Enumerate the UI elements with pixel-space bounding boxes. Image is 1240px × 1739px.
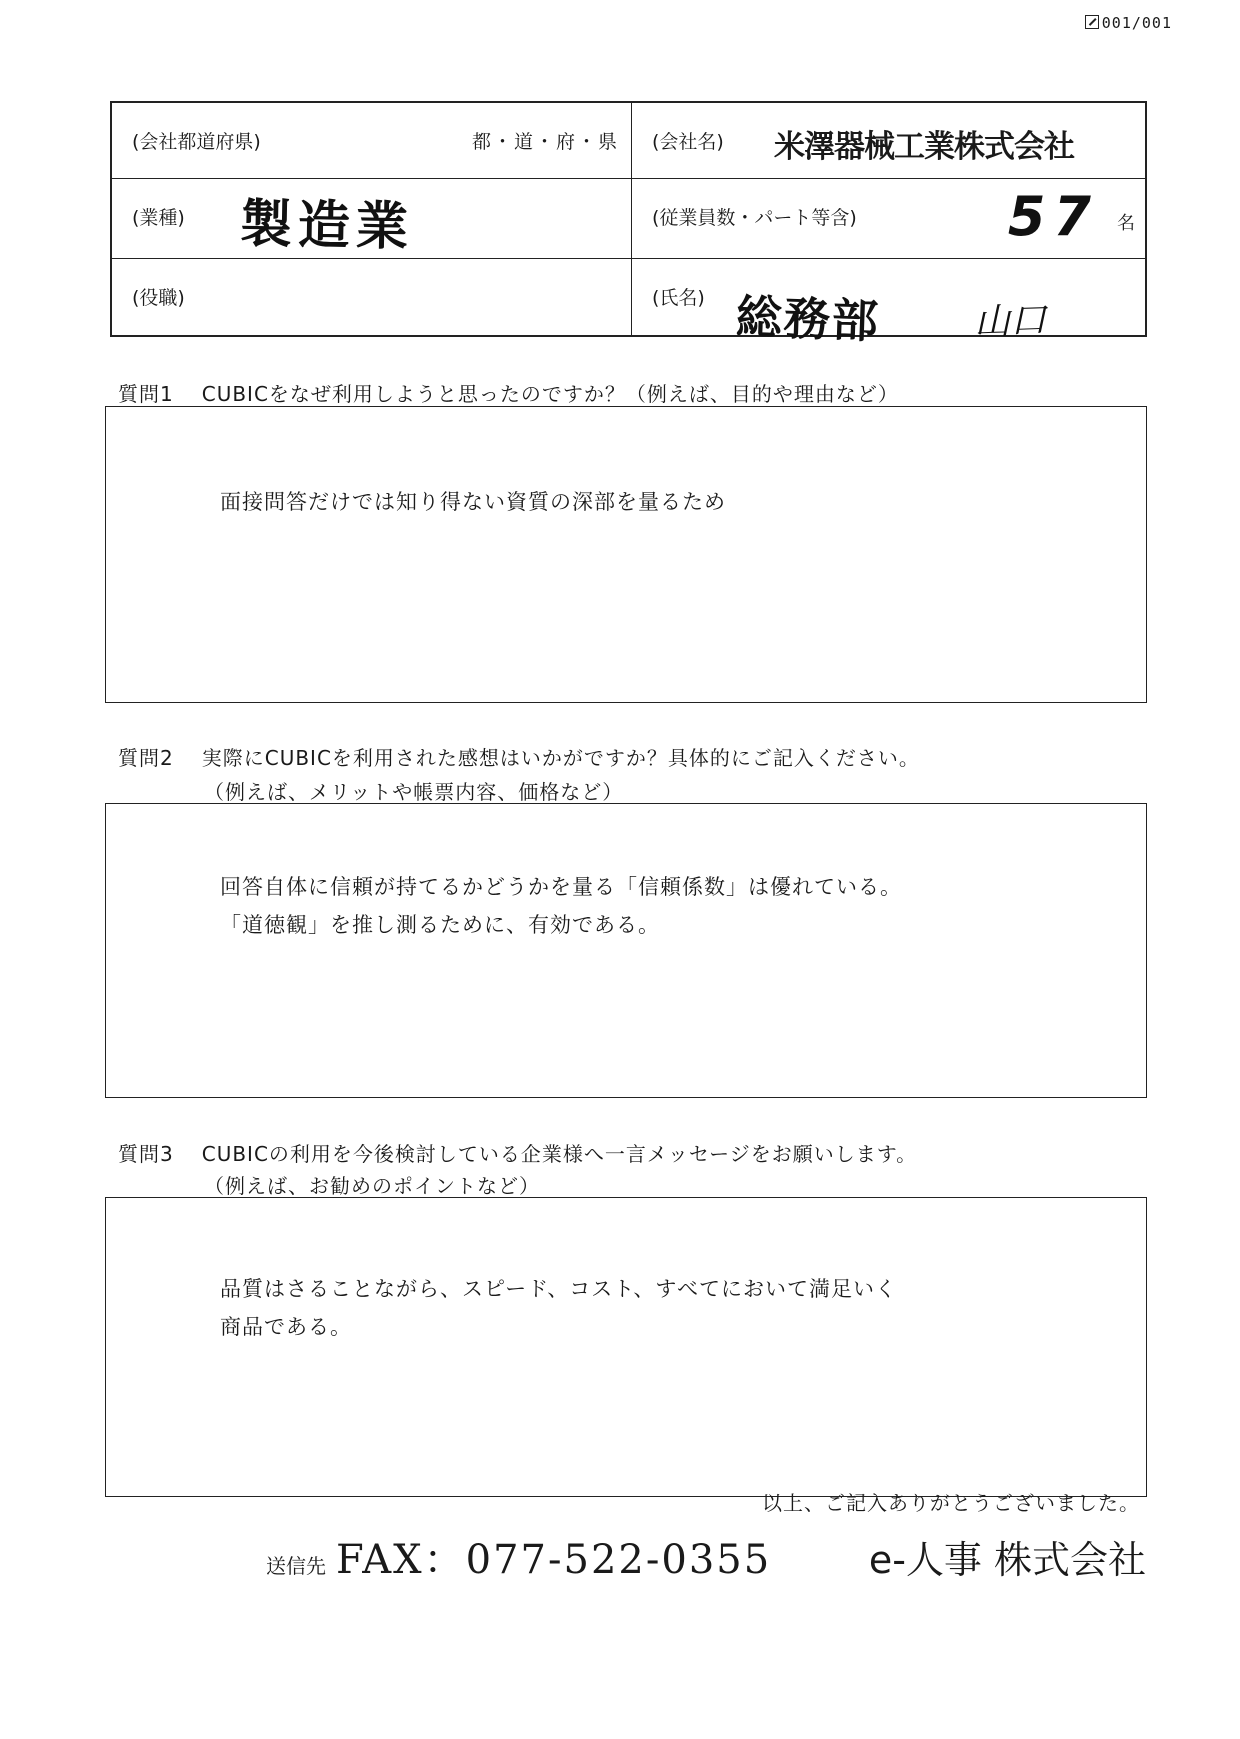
position-cell — [112, 259, 632, 335]
info-table — [110, 101, 1147, 349]
question-3-number: 質問3 — [118, 1142, 174, 1166]
answer-2-line-1: 回答自体に信頼が持てるかどうかを量る「信頼係数」は優れている。 — [220, 875, 902, 899]
answer-2-line-2: 「道徳観」を推し測るために、有効である。 — [220, 913, 660, 937]
answer-3-line-2: 商品である。 — [220, 1315, 352, 1339]
company-cell — [632, 103, 1145, 179]
prefecture-suffix: 都・道・府・県 — [471, 131, 619, 153]
page-number — [1085, 14, 1172, 32]
answer-box-3 — [105, 1197, 1147, 1497]
company-name: 米澤器械工業株式会社 — [774, 129, 1074, 165]
position-label: (役職) — [132, 287, 185, 309]
footer — [266, 1528, 1146, 1588]
name-person: 山口 — [973, 299, 1047, 344]
question-3-sub: （例えば、お勧めのポイントなど） — [204, 1174, 540, 1198]
industry-label: (業種) — [132, 207, 185, 229]
answer-box-1 — [105, 406, 1147, 703]
question-1-number: 質問1 — [118, 382, 174, 406]
employees-value: 57 — [1007, 185, 1099, 248]
recipient-company: e-人事 株式会社 — [868, 1538, 1146, 1582]
prefecture-label: (会社都道府県) — [132, 131, 261, 153]
name-dept: 総務部 — [734, 289, 881, 349]
industry-cell — [112, 179, 632, 259]
fax-mark-icon — [1085, 15, 1099, 29]
page-number-text: 001/001 — [1101, 14, 1172, 32]
closing-text: 以上、ご記入ありがとうございました。 — [762, 1491, 1140, 1515]
question-3-text: CUBICの利用を今後検討している企業様へ一言メッセージをお願いします。 — [201, 1142, 918, 1166]
question-1-text: CUBICをなぜ利用しようと思ったのですか？（例えば、目的や理由など） — [201, 382, 899, 406]
question-2-number: 質問2 — [118, 746, 174, 770]
question-2 — [118, 742, 920, 771]
employees-unit: 名 — [1117, 213, 1135, 234]
dest-label: 送信先 — [266, 1554, 326, 1578]
question-2-sub: （例えば、メリットや帳票内容、価格など） — [204, 780, 624, 804]
industry-value: 製造業 — [239, 194, 415, 258]
employees-label: (従業員数・パート等含) — [652, 207, 857, 229]
question-2-text: 実際にCUBICを利用された感想はいかがですか？具体的にご記入ください。 — [201, 746, 920, 770]
answer-box-2 — [105, 803, 1147, 1098]
fax-number: FAX：077-522-0355 — [336, 1537, 772, 1583]
answer-3-line-1: 品質はさることながら、スピード、コスト、すべてにおいて満足いく — [220, 1277, 897, 1301]
name-label: (氏名) — [652, 287, 705, 309]
company-label: (会社名) — [652, 131, 724, 153]
name-cell — [632, 259, 1145, 349]
employees-cell — [632, 179, 1145, 259]
answer-1-line-1: 面接問答だけでは知り得ない資質の深部を量るため — [220, 490, 726, 514]
prefecture-cell — [112, 103, 632, 179]
question-3 — [118, 1138, 917, 1167]
question-1 — [118, 378, 899, 407]
